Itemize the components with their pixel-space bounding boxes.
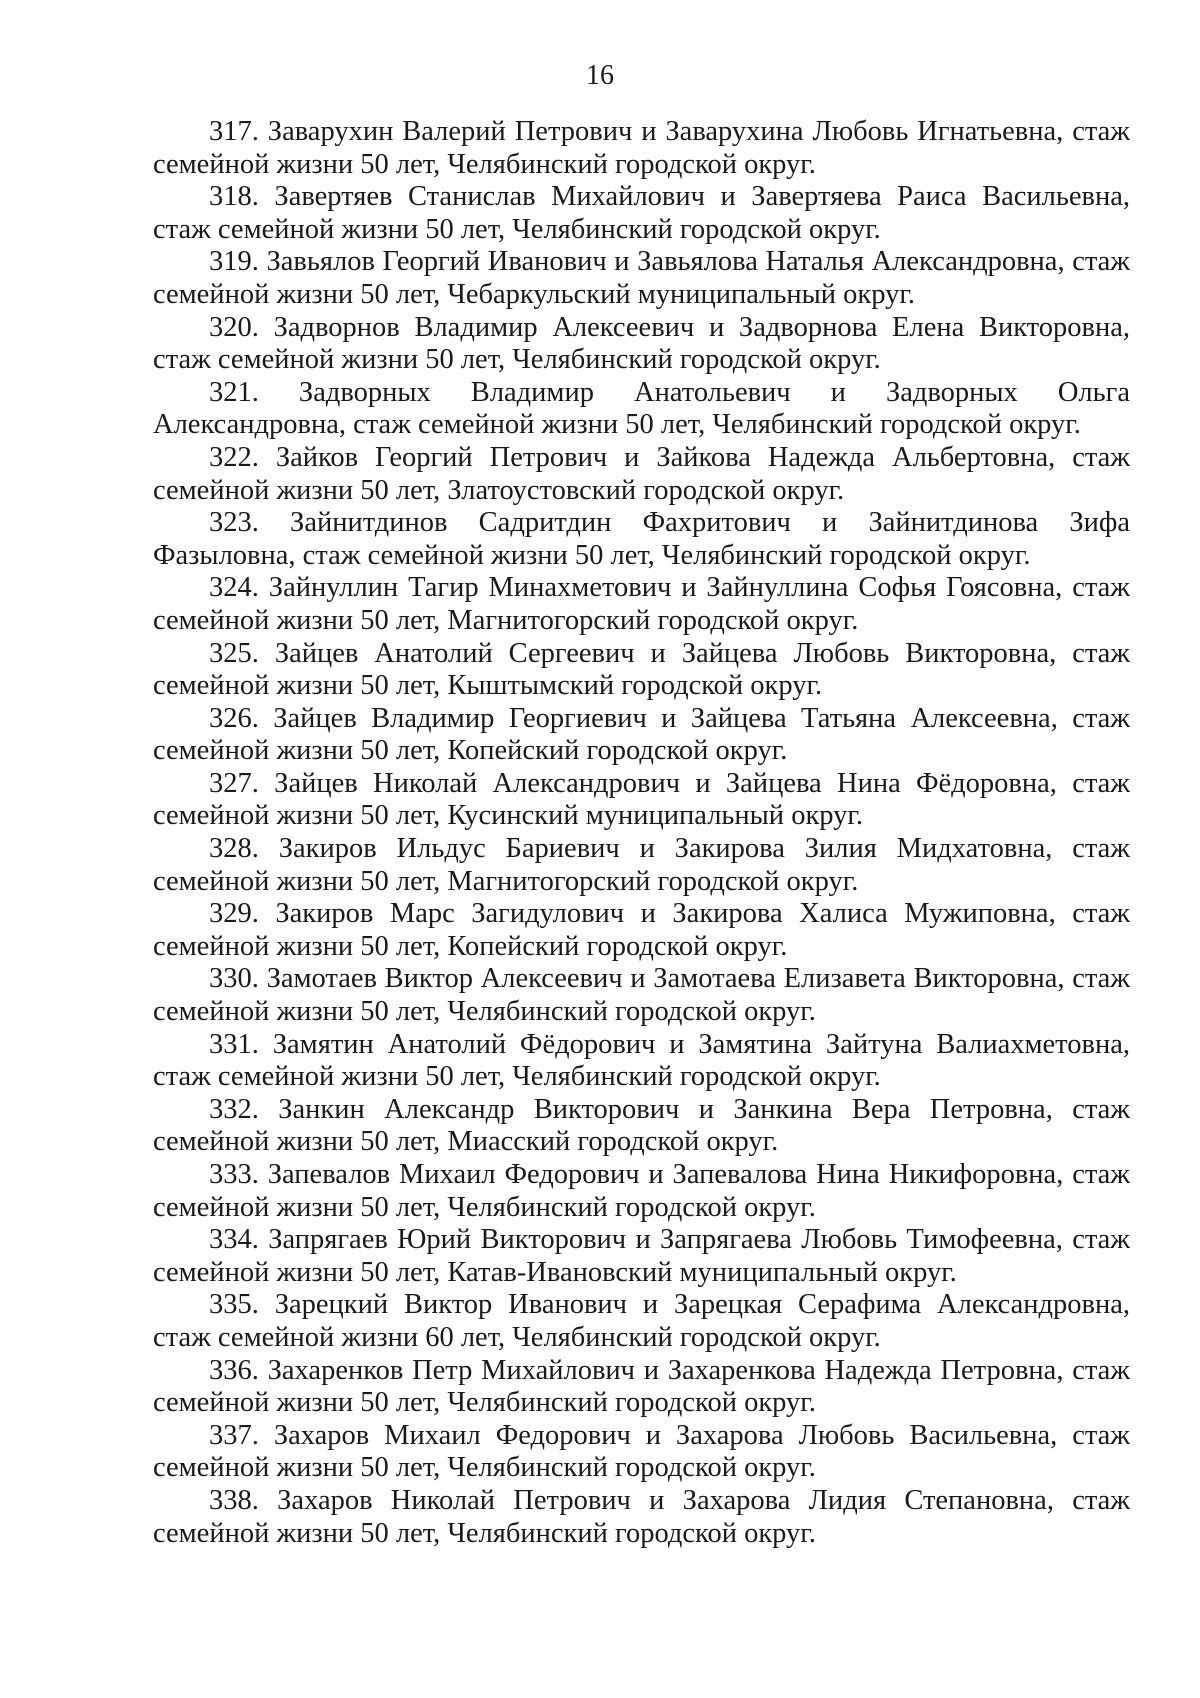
list-item: 335. Зарецкий Виктор Иванович и Зарецкая Серафима Александровна, стаж семейной жизни 60 лет, Челябинский городской округ. (153, 1289, 1130, 1353)
list-item: 319. Завьялов Георгий Иванович и Завьялова Наталья Александровна, стаж семейной жизни 50 лет, Чебаркульский муниципальный округ. (153, 246, 1130, 310)
list-item: 331. Замятин Анатолий Фёдорович и Замятина Зайтуна Валиахметовна, стаж семейной жизни 50 лет, Челябинский городской округ. (153, 1028, 1130, 1093)
list-item: 317. Заварухин Валерий Петрович и Заварухина Любовь Игнатьевна, стаж семейной жизни 50 лет, Челябинский городской округ. (153, 116, 1130, 180)
list-item: 327. Зайцев Николай Александрович и Зайцева Нина Фёдоровна, стаж семейной жизни 50 лет, Кусинский муниципальный округ. (153, 767, 1130, 832)
list-item: 324. Зайнуллин Тагир Минахметович и Зайнуллина Софья Гоясовна, стаж семейной жизни 50 лет, Магнитогорский городской округ. (153, 572, 1130, 636)
list-item: 338. Захаров Николай Петрович и Захарова Лидия Степановна, стаж семейной жизни 50 лет, Челябинский городской округ. (153, 1484, 1130, 1549)
list-item: 320. Задворнов Владимир Алексеевич и Задворнова Елена Викторовна, стаж семейной жизни 50 лет, Челябинский городской округ. (153, 311, 1130, 376)
list-item: 330. Замотаев Виктор Алексеевич и Замотаева Елизавета Викторовна, стаж семейной жизни 50 лет, Челябинский городской округ. (153, 963, 1130, 1028)
page-number: 16 (586, 60, 614, 91)
list-item: 337. Захаров Михаил Федорович и Захарова Любовь Васильевна, стаж семейной жизни 50 лет, Челябинский городской округ. (153, 1419, 1130, 1484)
list-item: 323. Зайнитдинов Садритдин Фахритович и Зайнитдинова Зифа Фазыловна, стаж семейной жизни 50 лет, Челябинский городской округ. (153, 507, 1130, 571)
list-item: 332. Занкин Александр Викторович и Занкина Вера Петровна, стаж семейной жизни 50 лет, Миасский городской округ. (153, 1093, 1130, 1158)
list-item: 329. Закиров Марс Загидулович и Закирова Халиса Мужиповна, стаж семейной жизни 50 лет, Копейский городской округ. (153, 898, 1130, 962)
list-item: 336. Захаренков Петр Михайлович и Захаренкова Надежда Петровна, стаж семейной жизни 50 лет, Челябинский городской округ. (153, 1354, 1130, 1419)
list-item: 321. Задворных Владимир Анатольевич и Задворных Ольга Александровна, стаж семейной жизни 50 лет, Челябинский городской округ. (153, 376, 1130, 441)
list-item: 325. Зайцев Анатолий Сергеевич и Зайцева Любовь Викторовна, стаж семейной жизни 50 лет, Кыштымский городской округ. (153, 637, 1130, 702)
list-item: 333. Запевалов Михаил Федорович и Запевалова Нина Никифоровна, стаж семейной жизни 50 лет, Челябинский городской округ. (153, 1159, 1130, 1223)
list-item: 326. Зайцев Владимир Георгиевич и Зайцева Татьяна Алексеевна, стаж семейной жизни 50 лет, Копейский городской округ. (153, 702, 1130, 767)
list-item: 318. Завертяев Станислав Михайлович и Завертяева Раиса Васильевна, стаж семейной жизни 50 лет, Челябинский городской округ. (153, 181, 1130, 245)
entry-list (153, 116, 1130, 1550)
list-item: 334. Запрягаев Юрий Викторович и Запрягаева Любовь Тимофеевна, стаж семейной жизни 50 лет, Катав-Ивановский муниципальный округ. (153, 1224, 1130, 1288)
list-item: 328. Закиров Ильдус Бариевич и Закирова Зилия Мидхатовна, стаж семейной жизни 50 лет, Магнитогорский городской округ. (153, 833, 1130, 897)
list-item: 322. Зайков Георгий Петрович и Зайкова Надежда Альбертовна, стаж семейной жизни 50 лет, Златоустовский городской округ. (153, 441, 1130, 506)
